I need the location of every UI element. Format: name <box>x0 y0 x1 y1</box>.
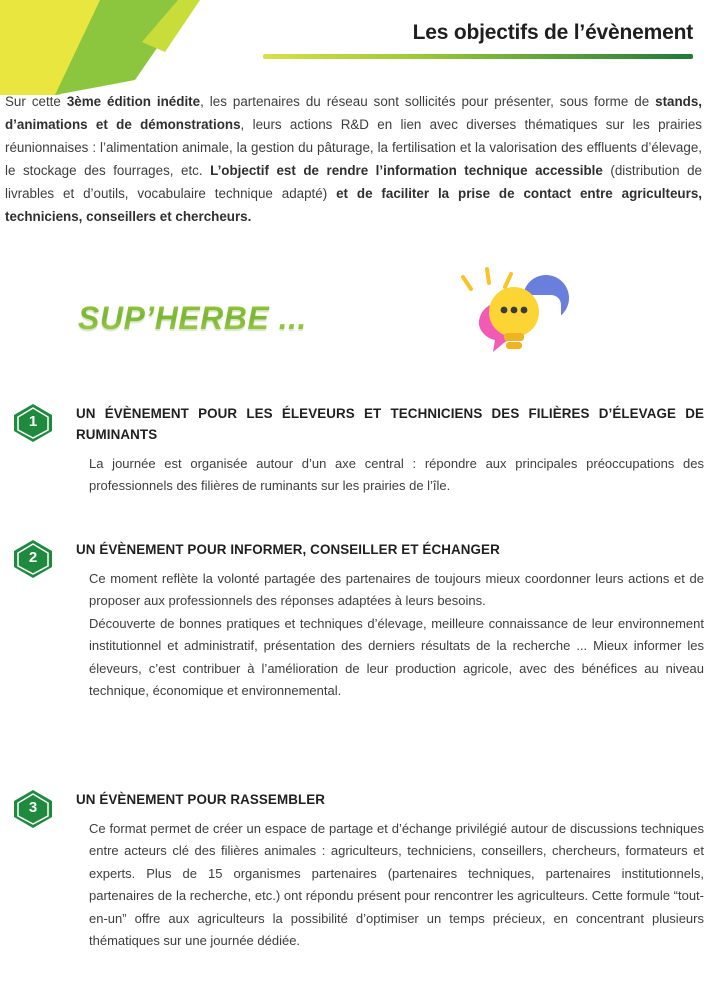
section-number: 2 <box>28 548 38 566</box>
intro-run-3: stands, d’animations et de démonstrations <box>5 94 703 133</box>
page-title: Les objectifs de l’évènement <box>412 21 693 44</box>
page-header <box>263 20 693 59</box>
section-number: 1 <box>28 412 38 430</box>
corner-decoration <box>0 0 230 95</box>
section-1 <box>14 404 704 498</box>
section-3 <box>14 790 704 953</box>
section-text <box>76 818 704 953</box>
brand-title: SUP’HERBE ... <box>78 300 307 336</box>
section-body <box>76 790 704 953</box>
intro-run-0: Sur cette <box>5 94 67 109</box>
section-title: UN ÉVÈNEMENT POUR RASSEMBLER <box>76 792 326 807</box>
section-number-badge <box>14 790 52 828</box>
intro-paragraph <box>5 90 702 228</box>
section-title: UN ÉVÈNEMENT POUR LES ÉLEVEURS ET TECHNICIENS DES FILIÈRES D’ÉLEVAGE DE RUMINANTS <box>76 406 704 442</box>
intro-run-6: (distribution de livrables et d’outils, vocabulaire technique adapté) <box>5 163 702 202</box>
paragraph: Ce moment reflète la volonté partagée des partenaires de toujours mieux coordonner leurs actions et de proposer aux professionnels des réponses adaptées à leurs besoins. <box>89 570 704 609</box>
section-2 <box>14 540 704 703</box>
paragraph: La journée est organisée autour d’un axe central : répondre aux principales préoccupations des professionnels des filières de ruminants sur les prairies de l’île. <box>89 455 704 494</box>
header-divider <box>263 54 693 59</box>
intro-run-2: , les partenaires du réseau sont sollicités pour présenter, sous forme de <box>200 94 656 109</box>
intro-run-7: et de faciliter la prise de contact entre agriculteurs, techniciens, conseillers et chercheurs. <box>5 186 702 225</box>
lightbulb-icon <box>445 265 585 365</box>
paragraph: Ce format permet de créer un espace de partage et d’échange privilégié autour de discussions techniques entre acteurs clé des filières animales : agriculteurs, techniciens, conseillers, chercheurs, formateurs et experts. Plus de 15 organismes partenaires (partenaires techniques, partenaires institutionnels, partenaires de la recherche, etc.) ont répondu présent pour rencontrer les agriculteurs. Cette formule “tout-en-un” offre aux agriculteurs la possibilité d’optimiser un temps précieux, en concentrant plusieurs thématiques sur une journée dédiée. <box>89 820 704 949</box>
section-body <box>76 404 704 498</box>
section-number: 3 <box>28 798 38 816</box>
intro-run-4: , leurs actions R&D en lien avec diverses thématiques sur les prairies réunionnaises : l’alimentation animale, la gestion du pâturage, la fertilisation et la valorisation des effluents d’élevage, le stockage des fourrages, etc. <box>5 117 703 179</box>
section-body <box>76 540 704 703</box>
intro-run-1: 3ème édition inédite <box>66 94 201 109</box>
section-title: UN ÉVÈNEMENT POUR INFORMER, CONSEILLER ET ÉCHANGER <box>76 542 500 557</box>
section-text <box>76 568 704 703</box>
section-number-badge <box>14 540 52 578</box>
section-text <box>76 453 704 498</box>
paragraph: Découverte de bonnes pratiques et techniques d’élevage, meilleure connaissance de leur environnement institutionnel et administratif, présentation des derniers résultats de la recherche ... Mieux informer les éleveurs, c’est contribuer à l’amélioration de leur production agricole, avec des bénéfices au niveau technique, économique et environnemental. <box>89 615 704 699</box>
section-number-badge <box>14 404 52 442</box>
intro-run-5: L’objectif est de rendre l’information technique accessible <box>210 163 603 179</box>
